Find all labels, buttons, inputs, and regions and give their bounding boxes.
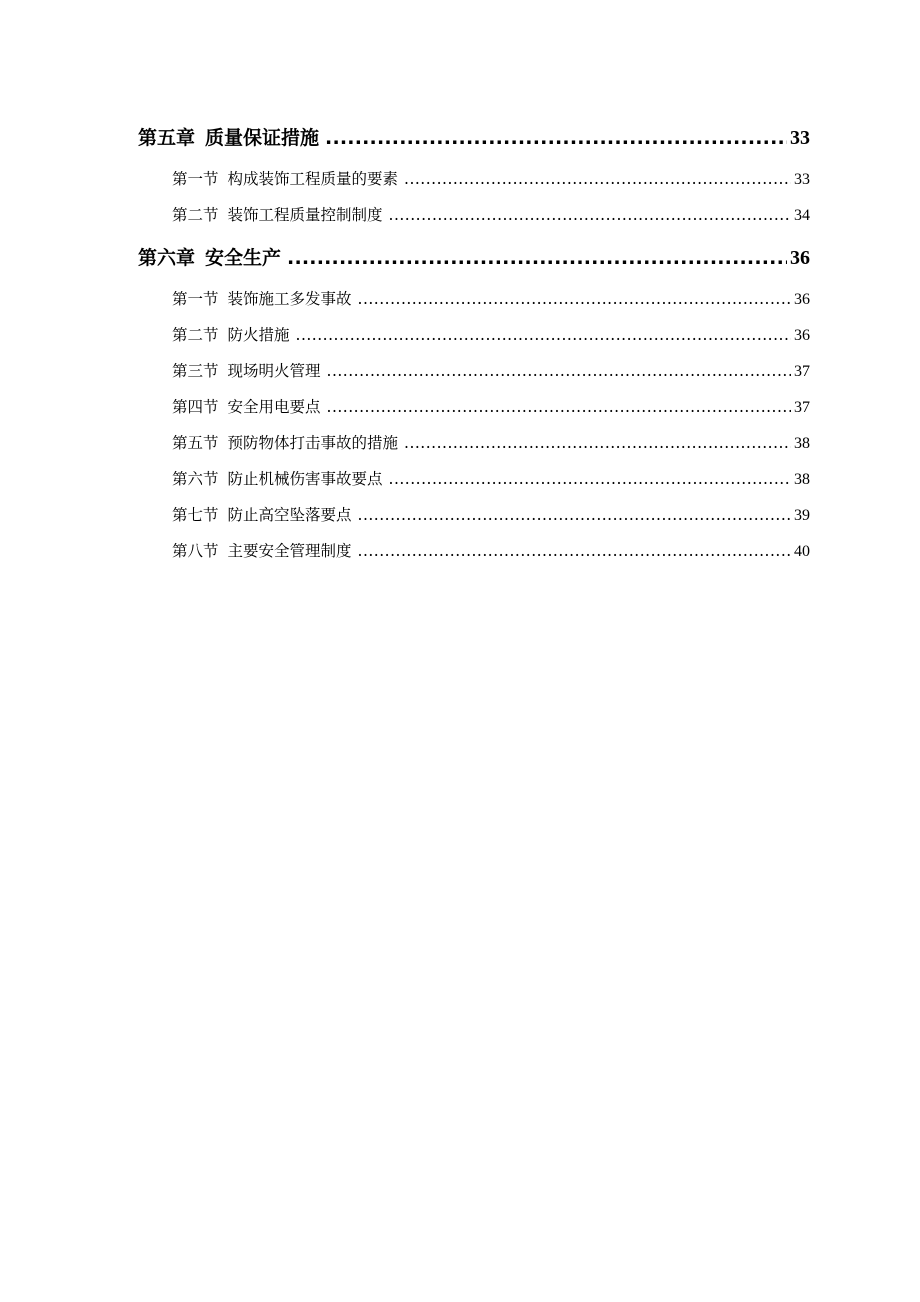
toc-dot-leader	[404, 434, 791, 452]
toc-entry-title: 安全用电要点	[227, 398, 321, 416]
toc-entry-page: 36	[794, 327, 810, 344]
toc-entry-number: 第四节	[172, 398, 219, 416]
toc-entry-page: 34	[794, 207, 810, 224]
toc-dot-leader	[296, 326, 791, 344]
toc-entry-page: 40	[794, 543, 810, 560]
toc-entry-number: 第二节	[172, 206, 219, 224]
toc-entry-page: 37	[794, 399, 810, 416]
toc-dot-leader	[358, 290, 791, 308]
toc-section[interactable]	[172, 395, 810, 419]
toc-chapter-6[interactable]	[138, 243, 810, 271]
toc-entry-number: 第六节	[172, 470, 219, 488]
toc-dot-leader	[327, 362, 791, 380]
toc-chapter-5[interactable]	[138, 123, 810, 151]
toc-entry-number: 第七节	[172, 506, 219, 524]
toc-entry-number: 第二节	[172, 326, 219, 344]
toc-entry-page: 36	[794, 291, 810, 308]
toc-section[interactable]	[172, 467, 810, 491]
toc-entry-number: 第八节	[172, 542, 219, 560]
toc-entry-number: 第六章	[138, 247, 196, 269]
toc-dot-leader	[389, 206, 791, 224]
toc-entry-title: 防止机械伤害事故要点	[227, 470, 383, 488]
toc-entry-number: 第一节	[172, 170, 219, 188]
toc-entry-page: 38	[794, 435, 810, 452]
toc-entry-number: 第五章	[138, 127, 196, 149]
toc-section[interactable]	[172, 503, 810, 527]
toc-dot-leader	[358, 506, 791, 524]
toc-entry-title: 装饰施工多发事故	[227, 290, 352, 308]
toc-dot-leader	[327, 398, 791, 416]
toc-entry-number: 第一节	[172, 290, 219, 308]
toc-entry-page: 38	[794, 471, 810, 488]
toc-dot-leader	[325, 127, 787, 149]
toc-entry-title: 主要安全管理制度	[227, 542, 352, 560]
toc-entry-number: 第五节	[172, 434, 219, 452]
toc-entry-title: 质量保证措施	[205, 127, 320, 149]
toc-entry-title: 防火措施	[227, 326, 290, 344]
toc-entry-title: 构成装饰工程质量的要素	[227, 170, 399, 188]
toc-entry-title: 预防物体打击事故的措施	[227, 434, 399, 452]
toc-entry-page: 36	[790, 247, 810, 269]
toc-entry-page: 39	[794, 507, 810, 524]
toc-entry-title: 现场明火管理	[227, 362, 321, 380]
toc-section[interactable]	[172, 203, 810, 227]
toc-entry-number: 第三节	[172, 362, 219, 380]
toc-entry-title: 装饰工程质量控制制度	[227, 206, 383, 224]
toc-section[interactable]	[172, 287, 810, 311]
toc-entry-page: 33	[794, 171, 810, 188]
toc-dot-leader	[287, 247, 787, 269]
toc-dot-leader	[358, 542, 791, 560]
toc-section[interactable]	[172, 323, 810, 347]
toc-section[interactable]	[172, 359, 810, 383]
toc-section[interactable]	[172, 167, 810, 191]
toc-entry-page: 37	[794, 363, 810, 380]
toc-dot-leader	[404, 170, 791, 188]
toc-entry-title: 安全生产	[205, 247, 282, 269]
toc-entry-page: 33	[790, 127, 810, 149]
toc-entry-title: 防止高空坠落要点	[227, 506, 352, 524]
toc-dot-leader	[389, 470, 791, 488]
toc-section[interactable]	[172, 539, 810, 563]
toc-section[interactable]	[172, 431, 810, 455]
